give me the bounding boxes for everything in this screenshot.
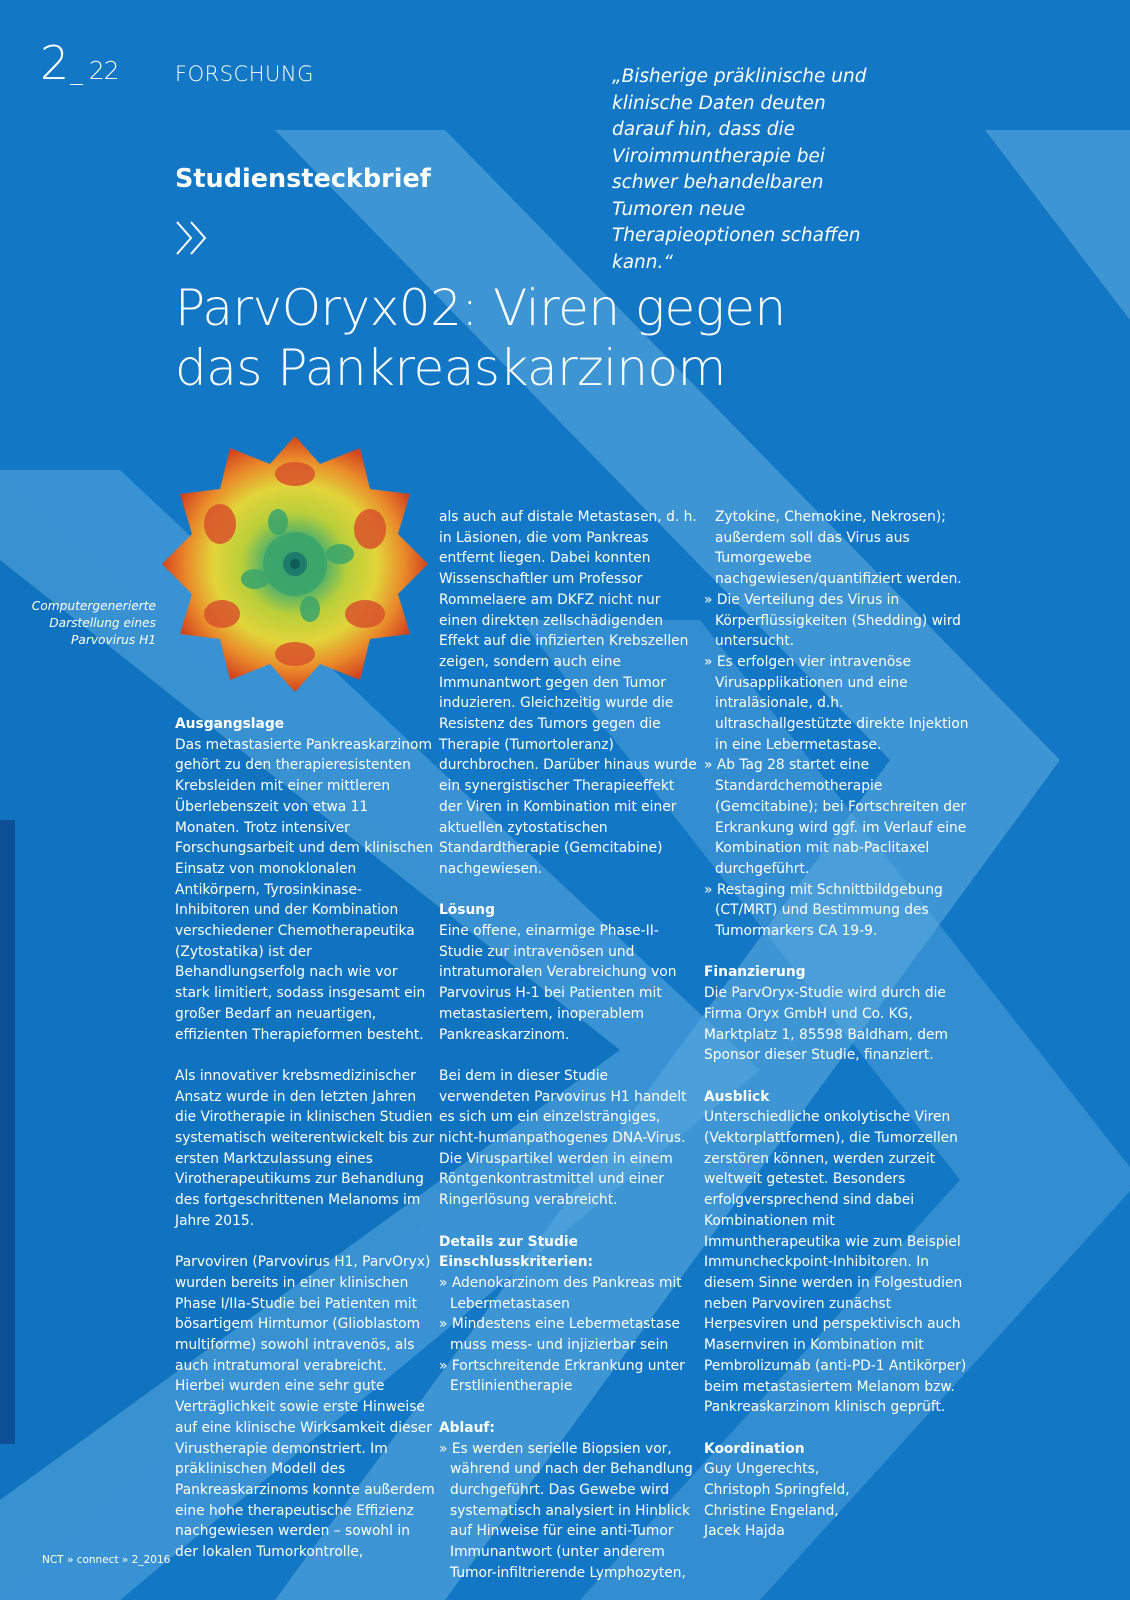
column-2 [439,507,699,1584]
heading-ablauf: Ablauf: [439,1419,495,1436]
page-number-main: 2 [40,36,69,90]
heading-einschluss: Einschlusskriterien: [439,1254,594,1271]
virus-illustration [160,434,430,698]
paragraph: Parvoviren (Parvovirus H1, ParvOryx) wurden bereits in einer klinischen Phase I/IIa-Studie bei Patienten mit bösartigem Hirntumor (Glioblastom multiforme) sowohl intravenös, als auch intratumoral verabreicht. Hierbei wurden eine sehr gute Verträglichkeit sowie erste Hinweise auf eine klinische Wirksamkeit dieser Virustherapie demonstriert. Im präklinischen Modell des Pankreaskarzinoms konnte außerdem eine hohe therapeutische Effizienz nachgewiesen werden – sowohl in der lokalen Tumorkontrolle, [175,1254,435,1561]
coordinator-name: Jacek Hajda [704,1523,785,1540]
heading-loesung: Lösung [439,902,496,919]
heading-koordination: Koordination [704,1440,805,1457]
list-einschluss [439,1273,699,1397]
list-item: » Mindestens eine Lebermetastase muss mess- und injizierbar sein [439,1314,699,1355]
page-title [175,278,786,398]
double-chevron-icon [175,220,211,260]
list-item: » Adenokarzinom des Pankreas mit Lebermetastasen [439,1273,699,1314]
title-line-2: das Pankreaskarzinom [175,339,726,397]
column-3 [704,507,969,1542]
paragraph: Als innovativer krebsmedizinischer Ansatz wurde in den letzten Jahren die Virotherapie in klinischen Studien systematisch weiterentwickelt bis zur ersten Marktzulassung eines Virotherapeutikums zur Behandlung des fortgeschrittenen Melanoms im Jahre 2015. [175,1067,435,1229]
section-label: FORSCHUNG [175,62,314,86]
coordinator-name: Christoph Springfeld, [704,1482,850,1498]
title-line-1: ParvOryx02: Viren gegen [175,279,786,337]
paragraph-continued: Zytokine, Chemokine, Nekrosen); außerdem soll das Virus aus Tumorgewebe nachgewiesen/quantifiziert werden. [715,509,962,588]
paragraph: Unterschiedliche onkolytische Viren (Vektorplattformen), die Tumorzellen zerstören können, werden zurzeit weltweit getestet. Besonders erfolgversprechend sind dabei Kombinationen mit Immuntherapeutika wie zum Beispiel Immuncheckpoint-Inhibitoren. In diesem Sinne werden in Folgestudien neben Parvoviren zunächst Herpesviren und perspektivisch auch Masernviren in Kombination mit Pembrolizumab (anti-PD-1 Antikörper) beim metastasiertem Melanom bzw. Pankreaskarzinom klinisch geprüft. [704,1109,967,1416]
left-edge-bar [0,820,15,1444]
page-number [40,36,119,90]
list-item: » Die Verteilung des Virus in Körperflüssigkeiten (Shedding) wird untersucht. [704,590,969,652]
image-caption: Computergenerierte Darstellung eines Parvovirus H1 [31,599,156,647]
paragraph: als auch auf distale Metastasen, d. h. in Läsionen, die vom Pankreas entfernt liegen. Dabei konnten Wissenschaftler um Professor Rommelaere am DKFZ nicht nur einen direkten zellschädigenden Effekt auf die infizierten Krebszellen zeigen, sondern auch eine Immunantwort gegen den Tumor induzieren. Gleichzeitig wurde die Resistenz des Tumors gegen die Therapie (Tumortoleranz) durchbrochen. Darüber hinaus wurde ein synergistischer Therapieeffekt der Viren in Kombination mit einer aktuellen zytostatischen Standardtherapie (Gemcitabine) nachgewiesen. [439,509,697,877]
coordinator-name: Guy Ungerechts, [704,1461,820,1478]
paragraph: Bei dem in dieser Studie verwendeten Parvovirus H1 handelt es sich um ein einzelsträngiges, nicht-humanpathogenes DNA-Virus. Die Viruspartikel werden in einem Röntgenkontrastmittel und einer Ringerlösung verabreicht. [439,1067,687,1209]
pull-quote: „Bisherige präklinische und klinische Daten deuten darauf hin, dass die Viroimmuntherapie bei schwer behandelbaren Tumoren neue Therapieoptionen schaffen kann.“ [612,66,867,273]
column-1 [175,714,435,1583]
heading-details: Details zur Studie [439,1233,578,1250]
list-item: » Fortschreitende Erkrankung unter Erstlinientherapie [439,1356,699,1397]
paragraph: Das metastasierte Pankreaskarzinom gehört zu den therapieresistenten Krebsleiden mit einer mittleren Überlebenszeit von etwa 11 Monaten. Trotz intensiver Forschungsarbeit und dem klinischen Einsatz von monoklonalen Antikörpern, Tyrosinkinase-Inhibitoren und der Kombination verschiedener Chemotherapeutika (Zytostatika) ist der Behandlungserfolg nach wie vor stark limitiert, sodass insgesamt ein großer Bedarf an neuartigen, effizienten Therapieformen besteht. [175,736,434,1043]
list-item: » Es erfolgen vier intravenöse Virusapplikationen und eine intraläsionale, d.h. ultraschallgestützte direkte Injektion in eine Lebermetastase. [704,652,969,756]
heading-finanzierung: Finanzierung [704,964,806,981]
heading-ausblick: Ausblick [704,1088,770,1105]
heading-ausgangslage: Ausgangslage [175,716,285,732]
page-number-sub: _ 22 [70,56,119,85]
list-item: » Restaging mit Schnittbildgebung (CT/MRT) und Bestimmung des Tumormarkers CA 19-9. [704,880,969,942]
list-item: » Es werden serielle Biopsien vor, während und nach der Behandlung durchgeführt. Das Gewebe wird systematisch analysiert in Hinblick auf Hinweise für eine anti-Tumor Immunantwort (unter anderem Tumor-infiltrierende Lymphozyten, [439,1439,699,1584]
footer: NCT » connect » 2_2016 [42,1554,171,1566]
list-item: » Ab Tag 28 startet eine Standardchemotherapie (Gemcitabine); bei Fortschreiten der Erkrankung wird ggf. im Verlauf eine Kombination mit nab-Paclitaxel durchgeführt. [704,755,969,879]
list-ablauf-continued [704,590,969,942]
paragraph: Die ParvOryx-Studie wird durch die Firma Oryx GmbH und Co. KG, Marktplatz 1, 85598 Baldham, dem Sponsor dieser Studie, finanziert. [704,985,948,1064]
list-ablauf [439,1439,699,1584]
coordinator-name: Christine Engeland, [704,1502,839,1519]
paragraph: Eine offene, einarmige Phase-II-Studie zur intravenösen und intratumoralen Verabreichung von Parvovirus H-1 bei Patienten mit metastasiertem, inoperablem Pankreaskarzinom. [439,923,677,1043]
kicker: Studiensteckbrief [175,164,431,194]
